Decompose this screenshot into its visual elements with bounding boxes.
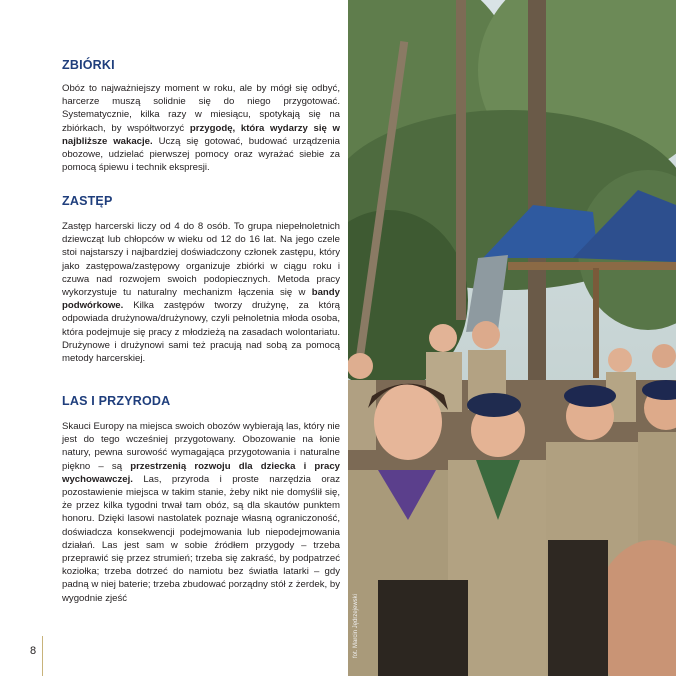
section-heading-las-i-przyroda: LAS I PRZYRODA xyxy=(62,394,171,408)
body-text-bold: bandy podwórkowe. xyxy=(62,287,340,312)
section-body-las-i-przyroda xyxy=(62,420,340,605)
page-number: 8 xyxy=(30,645,37,657)
body-text-bold: przestrzenią rozwoju dla dziecka i pracy wychowawczej. xyxy=(62,460,340,485)
page-number-rule xyxy=(42,636,43,676)
body-text-bold: przygodę, która wydarzy się w najbliższe wakacje. xyxy=(62,122,340,147)
section-body-zastep xyxy=(62,220,340,365)
body-text: Skauci Europy na miejsca swoich obozów wybierają las, który nie jest do tego wcześniej przygotowany. Obozowanie na łonie natury, pewna surowość wymagająca przygotowania i naturalne piękno – są xyxy=(62,421,340,472)
section-body-zbiorki xyxy=(62,82,340,174)
body-text: Las, przyroda i proste narzędzia oraz pozostawienie miejsca w takim stanie, żeby nikt nie domyślił się, że przez kilka tygodni trwał tam obóz, są dla skautów punktem honoru. Dzięki lasowi nastolatek poznaje własną ograniczoność, doświadcza konsekwencji podejmowania lub niepodejmowania działań. Las jest sam w sobie źródłem przygody – trzeba przeprawić się przez strumień; trzeba się zakraść, by podpatrzeć koziołka; trzeba dotrzeć do namiotu bez światła latarki – gdy padną w niej baterie; trzeba zbudować porządny stół z żerdek, by wygodnie zjeść xyxy=(62,473,340,604)
section-heading-zastep: ZASTĘP xyxy=(62,194,113,208)
body-text: Uczą się gotować, budować urządzenia obozowe, udzielać pierwszej pomocy oraz wyrażać siebie za pomocą śpiewu i technik ekspresji. xyxy=(62,135,340,174)
scout-camp-illustration xyxy=(348,0,676,676)
scout-camp-photo xyxy=(348,0,676,676)
body-text: Zastęp harcerski liczy od 4 do 8 osób. To grupa niepełnoletnich dziewcząt lub chłopców w wieku od 12 do 16 lat. Na jego czele stoi najstarszy i najbardziej doświadczony członek zastępu, który jako zastępowa/zastępowy organizuje zbiórki w ciągu roku i czuwa nad rozwojem swoich podopiecznych. Metoda pracy wykorzystuje tu naturalny mechanizm łączenia się w xyxy=(62,221,340,299)
photo-credit-text: fot. Marcin Jędrzejewski xyxy=(353,593,359,658)
body-text: Obóz to najważniejszy moment w roku, ale by mógł się odbyć, harcerze muszą solidnie się do niego przygotować. Systematycznie, kilka razy w miesiącu, spotykają się na zbiórkach, by współtworzyć xyxy=(62,83,340,134)
body-text: Kilka zastępów tworzy drużynę, za którą odpowiada drużynowa/drużynowy, czyli pełnoletnia młoda osoba, która podejmuje się pracy z młodzieżą na zasadach wolontariatu. Drużynowe i drużynowi sami też pracują nad sobą za pomocą metody harcerskiej. xyxy=(62,300,340,365)
section-heading-zbiorki: ZBIÓRKI xyxy=(62,58,115,72)
photo-credit xyxy=(353,578,365,658)
